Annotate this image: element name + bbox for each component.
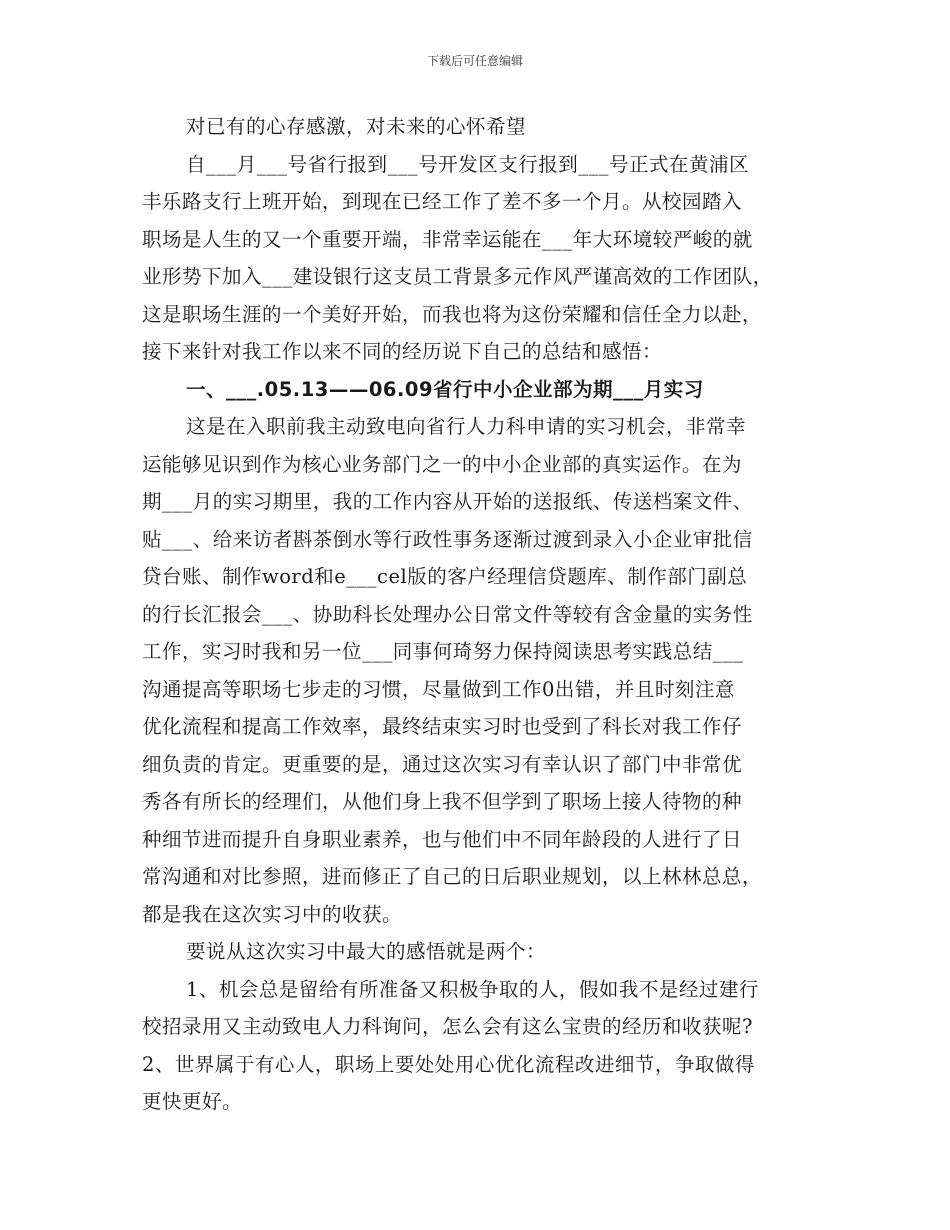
section-heading: 一、___.05.13——06.09省行中小企业部为期___月实习: [186, 377, 704, 401]
text-line: 业形势下加入___建设银行这支员工背景多元作风严谨高效的工作团队，: [142, 265, 773, 288]
text-line: 贷台账、制作word和e___cel版的客户经理信贷题库、制作部门副总: [142, 565, 748, 588]
text-line: 贴___、给来访者斟茶倒水等行政性事务逐渐过渡到录入小企业审批信: [142, 527, 753, 551]
text-line: 期___月的实习期里，我的工作内容从开始的送报纸、传送档案文件、: [142, 490, 753, 513]
text-line: 丰乐路支行上班开始，到现在已经工作了差不多一个月。从校园踏入: [142, 190, 743, 213]
text-line: 接下来针对我工作以来不同的经历说下自己的总结和感悟：: [142, 340, 663, 363]
page-header: 下载后可任意编辑: [426, 54, 523, 68]
text-line: 工作，实习时我和另一位___同事何琦努力保持阅读思考实践总结___: [142, 640, 744, 663]
text-line: 种细节进而提升自身职业素养，也与他们中不同年龄段的人进行了日: [142, 827, 743, 851]
text-line: 沟通提高等职场七步走的习惯，尽量做到工作0出错，并且时刻注意: [142, 677, 735, 701]
text-line: 2、世界属于有心人，职场上要处处用心优化流程改进细节，争取做得: [142, 1052, 755, 1076]
text-line: 职场是人生的又一个重要开端，非常幸运能在___年大环境较严峻的就: [142, 227, 753, 251]
text-line: 这是职场生涯的一个美好开始，而我也将为这份荣耀和信任全力以赴，: [142, 302, 763, 326]
text-line: 的行长汇报会___、协助科长处理办公日常文件等较有含金量的实务性: [142, 602, 753, 626]
text-line: 自___月___号省行报到___号开发区支行报到___号正式在黄浦区: [186, 152, 750, 176]
text-line: 都是我在这次实习中的收获。: [142, 902, 403, 926]
text-line: 校招录用又主动致电人力科询问，怎么会有这么宝贵的经历和收获呢?: [142, 1015, 753, 1038]
text-line: 常沟通和对比参照，进而修正了自己的日后职业规划，以上林林总总，: [142, 865, 763, 888]
document-body: [142, 108, 810, 1121]
text-line: 对已有的心存感激，对未来的心怀希望: [186, 115, 527, 138]
text-line: 这是在入职前我主动致电向省行人力科申请的实习机会，非常幸: [186, 415, 747, 438]
text-line: 秀各有所长的经理们，从他们身上我不但学到了职场上接人待物的种: [142, 790, 743, 813]
text-line: 运能够见识到作为核心业务部门之一的中小企业部的真实运作。在为: [142, 452, 743, 476]
text-line: 要说从这次实习中最大的感悟就是两个：: [186, 940, 547, 963]
text-line: 优化流程和提高工作效率，最终结束实习时也受到了科长对我工作仔: [142, 715, 743, 738]
text-line: 1、机会总是留给有所准备又积极争取的人，假如我不是经过建行: [186, 977, 759, 1001]
text-line: 更快更好。: [142, 1090, 243, 1113]
text-line: 细负责的肯定。更重要的是，通过这次实习有幸认识了部门中非常优: [142, 752, 743, 776]
